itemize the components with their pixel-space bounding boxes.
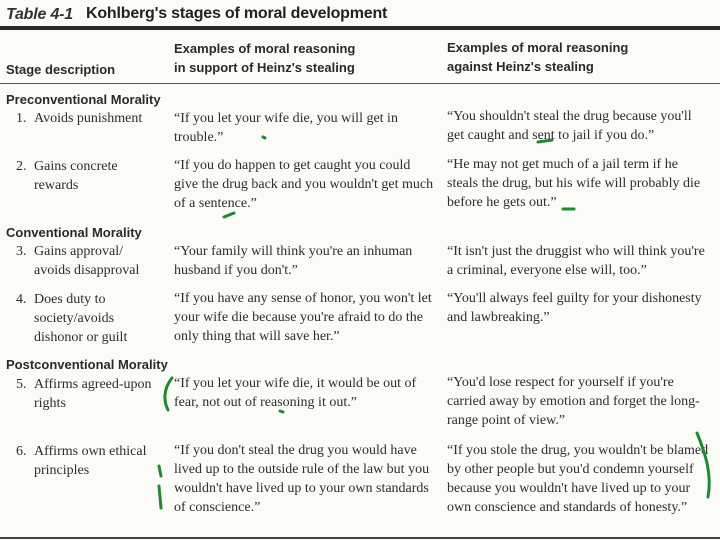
pen-dash-mark bbox=[224, 213, 234, 217]
pen-bracket-mark bbox=[165, 378, 172, 410]
stage-number: 2. bbox=[16, 159, 27, 174]
stage-description: Affirms own ethical principles bbox=[34, 444, 147, 478]
stage-3-against-quote: “It isn't just the druggist who will think you're a criminal, everyone else will, too.” bbox=[447, 244, 705, 278]
stage-description: Gains approval/ avoids disapproval bbox=[34, 244, 140, 278]
header-against-line1: Examples of moral reasoning bbox=[447, 40, 629, 55]
stage-2-against-quote: “He may not get much of a jail term if he steals the drug, but his wife will probably die before he gets out.” bbox=[447, 157, 701, 210]
stage-description: Does duty to society/avoids dishonor or guilt bbox=[34, 292, 128, 345]
stage-number: 6. bbox=[16, 444, 27, 459]
table-title: Kohlberg's stages of moral development bbox=[86, 5, 388, 22]
stage-5-support-quote: “If you let your wife die, it would be out of fear, not out of reasoning it out.” bbox=[174, 376, 417, 410]
stage-number: 1. bbox=[16, 111, 27, 126]
table-label: Table 4-1 bbox=[6, 6, 73, 23]
stage-5-against-quote: “You'd lose respect for yourself if you're carried away by emotion and forget the long-range point of view.” bbox=[447, 375, 700, 428]
pen-dash-mark bbox=[538, 140, 552, 142]
stage-6-support-quote: “If you don't steal the drug you would have lived up to the outside rule of the law but you wouldn't have lived up to your own standards of conscience.” bbox=[174, 443, 430, 515]
header-support-line1: Examples of moral reasoning bbox=[174, 41, 356, 56]
stage-1-against-quote: “You shouldn't steal the drug because you'll get caught and sent to jail if you do.” bbox=[447, 109, 692, 143]
stage-number: 4. bbox=[16, 292, 27, 307]
header-support-line2: in support of Heinz's stealing bbox=[174, 60, 355, 75]
header-against-line2: against Heinz's stealing bbox=[447, 59, 594, 74]
header-stage-description: Stage description bbox=[6, 62, 116, 77]
stage-1-support-quote: “If you let your wife die, you will get in trouble.” bbox=[174, 111, 398, 145]
pen-dot-mark bbox=[280, 411, 283, 412]
pen-dot-mark bbox=[263, 137, 265, 138]
stage-4-support-quote: “If you have any sense of honor, you won't let your wife die because you're afraid to do the only thing that will save her.” bbox=[174, 291, 432, 344]
stage-2-support-quote: “If you do happen to get caught you could give the drug back and you wouldn't get much of a sentence.” bbox=[174, 158, 434, 211]
section-heading-conventional: Conventional Morality bbox=[6, 225, 142, 240]
stage-6-against-quote: “If you stole the drug, you wouldn't be blamed by other people but you'd condemn yourself because you wouldn't have lived up to your own conscience and standards of honesty.” bbox=[447, 443, 709, 515]
pen-tick-mark bbox=[159, 486, 161, 508]
pen-bracket-mark bbox=[697, 433, 709, 497]
section-heading-postconventional: Postconventional Morality bbox=[6, 357, 168, 372]
stage-number: 3. bbox=[16, 244, 27, 259]
stage-4-against-quote: “You'll always feel guilty for your dishonesty and lawbreaking.” bbox=[447, 291, 702, 325]
stage-description: Avoids punishment bbox=[34, 111, 143, 126]
stage-description: Gains concrete rewards bbox=[34, 159, 118, 193]
stage-number: 5. bbox=[16, 377, 27, 392]
pen-tick-mark bbox=[159, 466, 161, 476]
stage-description: Affirms agreed-upon rights bbox=[34, 377, 152, 411]
stage-3-support-quote: “Your family will think you're an inhuman husband if you don't.” bbox=[174, 244, 413, 278]
annotation-strokes bbox=[159, 137, 709, 508]
section-heading-preconventional: Preconventional Morality bbox=[6, 92, 161, 107]
